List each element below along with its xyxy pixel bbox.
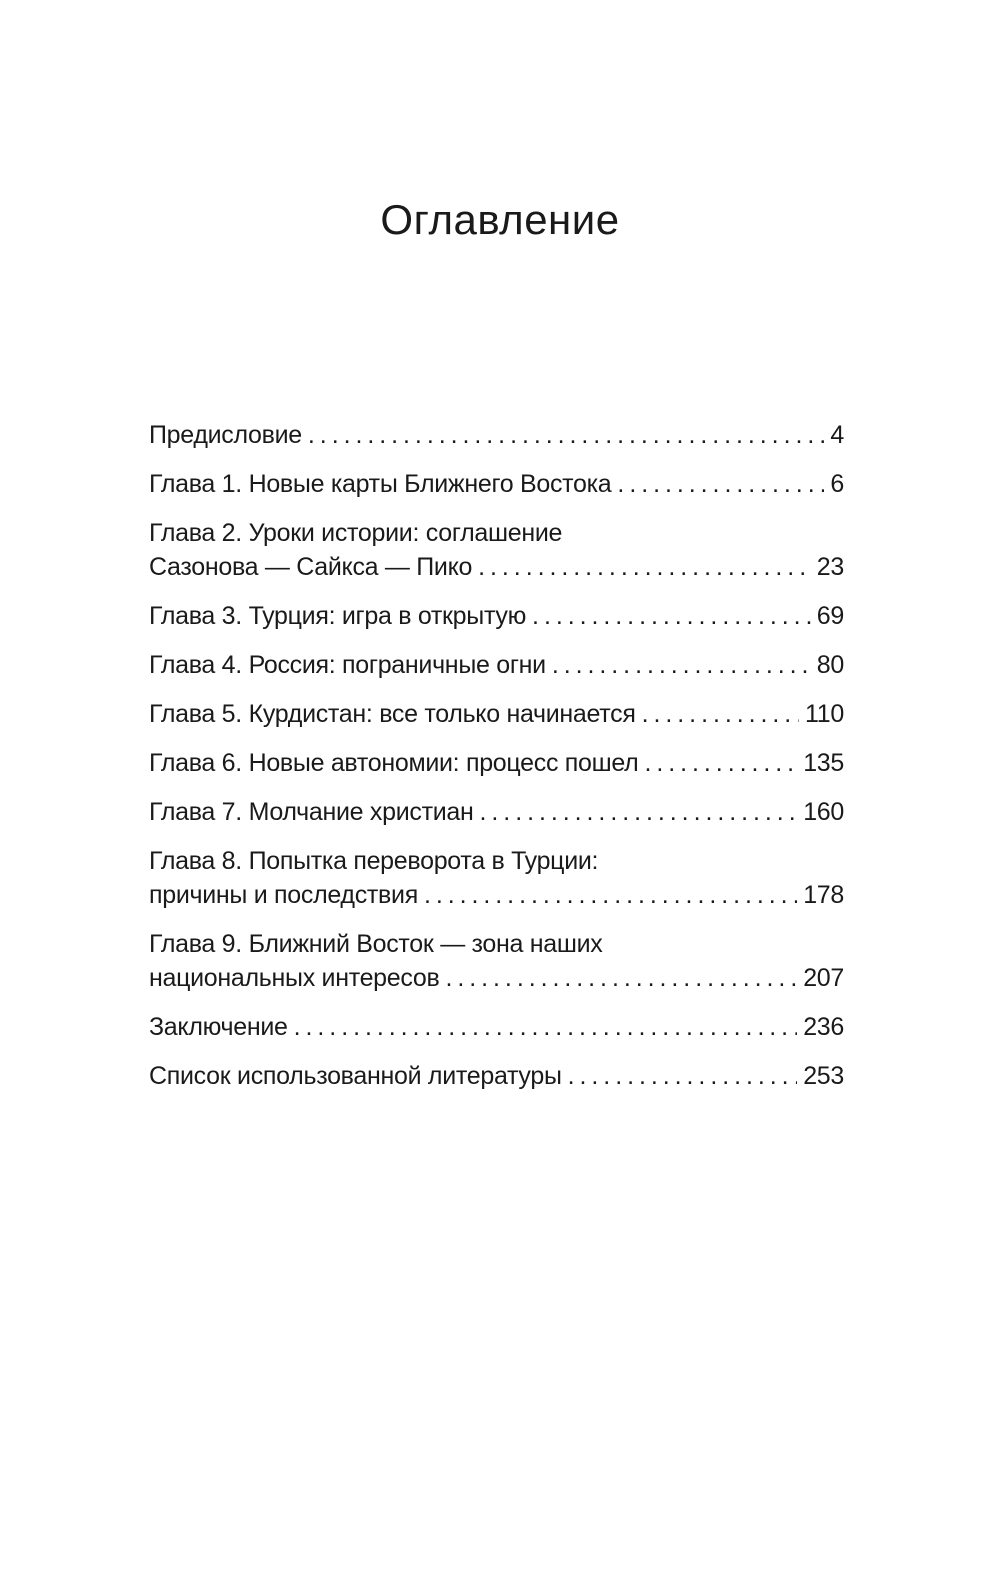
- toc-entry: [149, 1010, 844, 1044]
- dot-leader: [532, 599, 811, 633]
- toc-entry-title: Глава 5. Курдистан: все только начинается: [149, 700, 636, 728]
- dot-leader: [480, 795, 798, 829]
- page-number: 4: [830, 421, 844, 449]
- toc-entry-title: Глава 9. Ближний Восток — зона наших: [149, 930, 603, 958]
- page-title: Оглавление: [380, 196, 620, 243]
- toc-entry: [149, 418, 844, 452]
- toc-entry-title: Глава 7. Молчание христиан: [149, 798, 474, 826]
- dot-leader: [424, 878, 797, 912]
- toc-entry: [149, 1059, 844, 1093]
- toc-entry: [149, 697, 844, 731]
- toc-entry-title: причины и последствия: [149, 881, 418, 909]
- toc-entry-title: Глава 6. Новые автономии: процесс пошел: [149, 749, 639, 777]
- page-number: 135: [803, 749, 844, 777]
- page-number: 253: [803, 1062, 844, 1090]
- dot-leader: [617, 467, 824, 501]
- dot-leader: [568, 1059, 798, 1093]
- dot-leader: [445, 961, 797, 995]
- toc-entry-title: национальных интересов: [149, 964, 440, 992]
- toc-entry-title: Список использованной литературы: [149, 1062, 562, 1090]
- toc-entry-title: Глава 4. Россия: пограничные огни: [149, 651, 546, 679]
- dot-leader: [552, 648, 811, 682]
- page-number: 6: [830, 470, 844, 498]
- table-of-contents: [149, 418, 844, 1108]
- toc-entry: [149, 648, 844, 682]
- page-number: 80: [816, 651, 844, 679]
- page-number: 236: [803, 1013, 844, 1041]
- dot-leader: [642, 697, 799, 731]
- dot-leader: [478, 550, 811, 584]
- page-number: 69: [816, 602, 844, 630]
- toc-entry-title: Глава 8. Попытка переворота в Турции:: [149, 847, 599, 875]
- toc-entry: [149, 467, 844, 501]
- toc-entry-title: Глава 2. Уроки истории: соглашение: [149, 519, 563, 547]
- page-number: 110: [805, 700, 844, 728]
- dot-leader: [294, 1010, 798, 1044]
- toc-entry: [149, 516, 844, 584]
- toc-entry: [149, 927, 844, 995]
- toc-entry: [149, 844, 844, 912]
- dot-leader: [308, 418, 824, 452]
- toc-entry-title: Предисловие: [149, 421, 302, 449]
- toc-entry-title: Заключение: [149, 1013, 288, 1041]
- toc-entry-title: Глава 1. Новые карты Ближнего Востока: [149, 470, 612, 498]
- page-number: 207: [803, 964, 844, 992]
- page-number: 178: [803, 881, 844, 909]
- page-number: 160: [803, 798, 844, 826]
- toc-entry: [149, 795, 844, 829]
- dot-leader: [644, 746, 797, 780]
- toc-entry-title: Глава 3. Турция: игра в открытую: [149, 602, 527, 630]
- toc-entry-title: Сазонова — Сайкса — Пико: [149, 553, 473, 581]
- page-number: 23: [816, 553, 844, 581]
- toc-entry: [149, 746, 844, 780]
- toc-entry: [149, 599, 844, 633]
